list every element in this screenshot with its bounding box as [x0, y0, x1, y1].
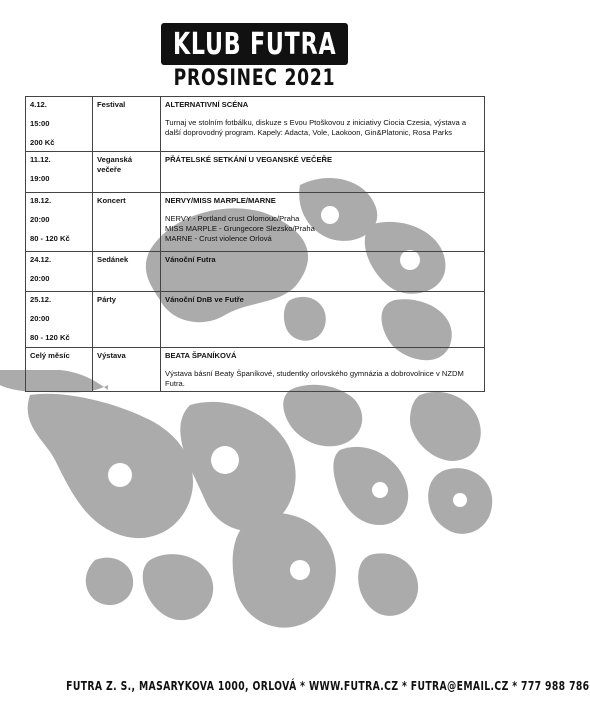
event-row: [26, 252, 485, 292]
event-price: 200 Kč: [30, 137, 55, 147]
event-type: Výstava: [93, 348, 161, 392]
event-detail-cell: [161, 252, 485, 292]
event-date: 25.12.: [30, 295, 52, 304]
description-line: MISS MARPLE - Grungecore Slezsko/Praha: [165, 223, 315, 233]
event-time: 20:00: [30, 214, 50, 224]
event-title: PŘÁTELSKÉ SETKÁNÍ U VEGANSKÉ VEČEŘE: [165, 155, 333, 164]
event-date: 24.12.: [30, 255, 52, 264]
event-title: BEATA ŠPANÍKOVÁ: [165, 351, 237, 360]
event-row: [26, 348, 485, 392]
event-title: Vánoční DnB ve Futře: [165, 295, 244, 304]
event-time: 20:00: [30, 313, 50, 323]
event-date-cell: [26, 348, 93, 392]
event-time: 15:00: [30, 118, 50, 128]
event-time: 19:00: [30, 173, 50, 183]
event-price: 80 - 120 Kč: [30, 332, 70, 342]
event-title: NERVY/MISS MARPLE/MARNE: [165, 196, 276, 205]
event-date-cell: [26, 252, 93, 292]
description-line: Turnaj ve stolním fotbálku, diskuze s Evou Ptoškovou z iniciativy Ciocia Czesia, výstava a další doprovodný program. Kapely: Adacta, Vole, Laokoon, Gin&Platonic, Rosa Parks: [165, 117, 467, 137]
event-type: Veganská večeře: [93, 152, 161, 193]
event-date-cell: [26, 152, 93, 193]
month-title: PROSINEC 2021: [173, 66, 336, 91]
event-type: Festival: [93, 97, 161, 152]
description-line: Výstava básní Beaty Španíkové, studentky orlovského gymnázia a dobrovolnice v NZDM Futra.: [165, 368, 464, 388]
event-row: [26, 292, 485, 348]
event-date: 11.12.: [30, 155, 51, 164]
event-detail-cell: [161, 152, 485, 193]
event-date-cell: [26, 97, 93, 152]
event-title: ALTERNATIVNÍ SCÉNA: [165, 100, 249, 109]
event-title: Vánoční Futra: [165, 255, 216, 264]
contact-footer: FUTRA Z. S., MASARYKOVA 1000, ORLOVÁ * WWW.FUTRA.CZ * FUTRA@EMAIL.CZ * 777 988 786: [66, 678, 590, 693]
event-type: Koncert: [93, 193, 161, 252]
event-date: 18.12.: [30, 196, 52, 205]
event-detail-cell: [161, 193, 485, 252]
event-detail-cell: [161, 97, 485, 152]
event-type: Párty: [93, 292, 161, 348]
club-logo: [161, 23, 348, 65]
event-row: [26, 193, 485, 252]
event-date: Celý měsíc: [30, 351, 70, 360]
event-detail-cell: [161, 292, 485, 348]
event-detail-cell: [161, 348, 485, 392]
event-row: [26, 97, 485, 152]
description-line: NERVY - Portland crust Olomouc/Praha: [165, 213, 300, 223]
event-description: [165, 118, 480, 138]
logo-text: KLUB FUTRA: [172, 26, 337, 62]
event-description: [165, 369, 480, 389]
event-program-table: [25, 96, 485, 392]
event-price: 80 - 120 Kč: [30, 233, 70, 243]
event-date: 4.12.: [30, 100, 47, 109]
event-time: 20:00: [30, 273, 50, 283]
event-row: [26, 152, 485, 193]
event-date-cell: [26, 292, 93, 348]
event-description: [165, 214, 480, 244]
description-line: MARNE - Crust violence Orlová: [165, 233, 272, 243]
event-date-cell: [26, 193, 93, 252]
event-type: Sedánek: [93, 252, 161, 292]
